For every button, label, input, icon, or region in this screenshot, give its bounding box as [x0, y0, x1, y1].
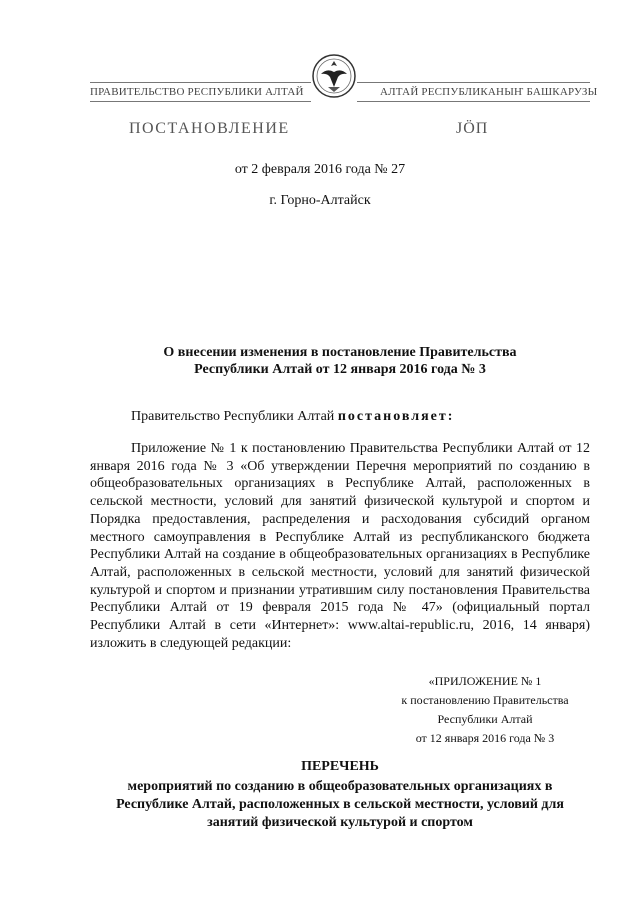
header-right-text: АЛТАЙ РЕСПУБЛИКАНЫҤ БАШКАРУЗЫ — [380, 86, 598, 98]
document-title — [90, 344, 590, 378]
list-heading: ПЕРЕЧЕНЬ — [301, 759, 379, 774]
coat-of-arms-icon — [311, 50, 357, 102]
city: г. Горно-Алтайск — [269, 193, 371, 208]
decree-lead: Правительство Республики Алтай — [131, 409, 338, 424]
date-number: от 2 февраля 2016 года № 27 — [234, 162, 406, 177]
title-line-1: О внесении изменения в постановление Правительства — [163, 345, 517, 360]
list-title — [90, 758, 590, 832]
list-title-line-2: Республике Алтай, расположенных в сельской местности, условий для — [116, 797, 564, 812]
doc-type-ru: ПОСТАНОВЛЕНИЕ — [129, 120, 290, 137]
doc-type-alt: ЈӦП — [456, 120, 489, 137]
appendix-block — [380, 672, 590, 748]
appendix-line-3: Республики Алтай — [437, 712, 533, 726]
list-title-line-1: мероприятий по созданию в общеобразовательных организациях в — [127, 779, 553, 794]
main-paragraph: Приложение № 1 к постановлению Правительства Республики Алтай от 12 января 2016 года № 3 «Об утверждении Перечня мероприятий по созданию в общеобразовательных организациях в Республике Алтай, расположенных в сельской местности, условий для занятий физической культурой и спортом и Порядка предоставления, распределения и расходования субсидий органом местного самоуправления в Республике Алтай из республиканского бюджета Республики Алтай на создание в общеобразовательных организациях в Республике Алтай, расположенных в сельской местности, условий для занятий физической культурой и спортом и признании утратившим силу постановления Правительства Республики Алтай от 19 февраля 2015 года № 47» (официальный портал Республики Алтай в сети «Интернет»: www.altai-republic.ru, 2016, 14 января) изложить в следующей редакции: — [90, 441, 590, 651]
appendix-line-4: от 12 января 2016 года № 3 — [415, 731, 555, 745]
appendix-line-1: «ПРИЛОЖЕНИЕ № 1 — [428, 674, 542, 688]
decree-word: постановляет: — [337, 409, 455, 424]
appendix-line-2: к постановлению Правительства — [401, 693, 569, 707]
decree-line — [131, 408, 591, 426]
list-title-line-3: занятий физической культурой и спортом — [207, 815, 473, 830]
header-left-text: ПРАВИТЕЛЬСТВО РЕСПУБЛИКИ АЛТАЙ — [90, 86, 304, 98]
title-line-2: Республики Алтай от 12 января 2016 года № 3 — [194, 362, 486, 377]
